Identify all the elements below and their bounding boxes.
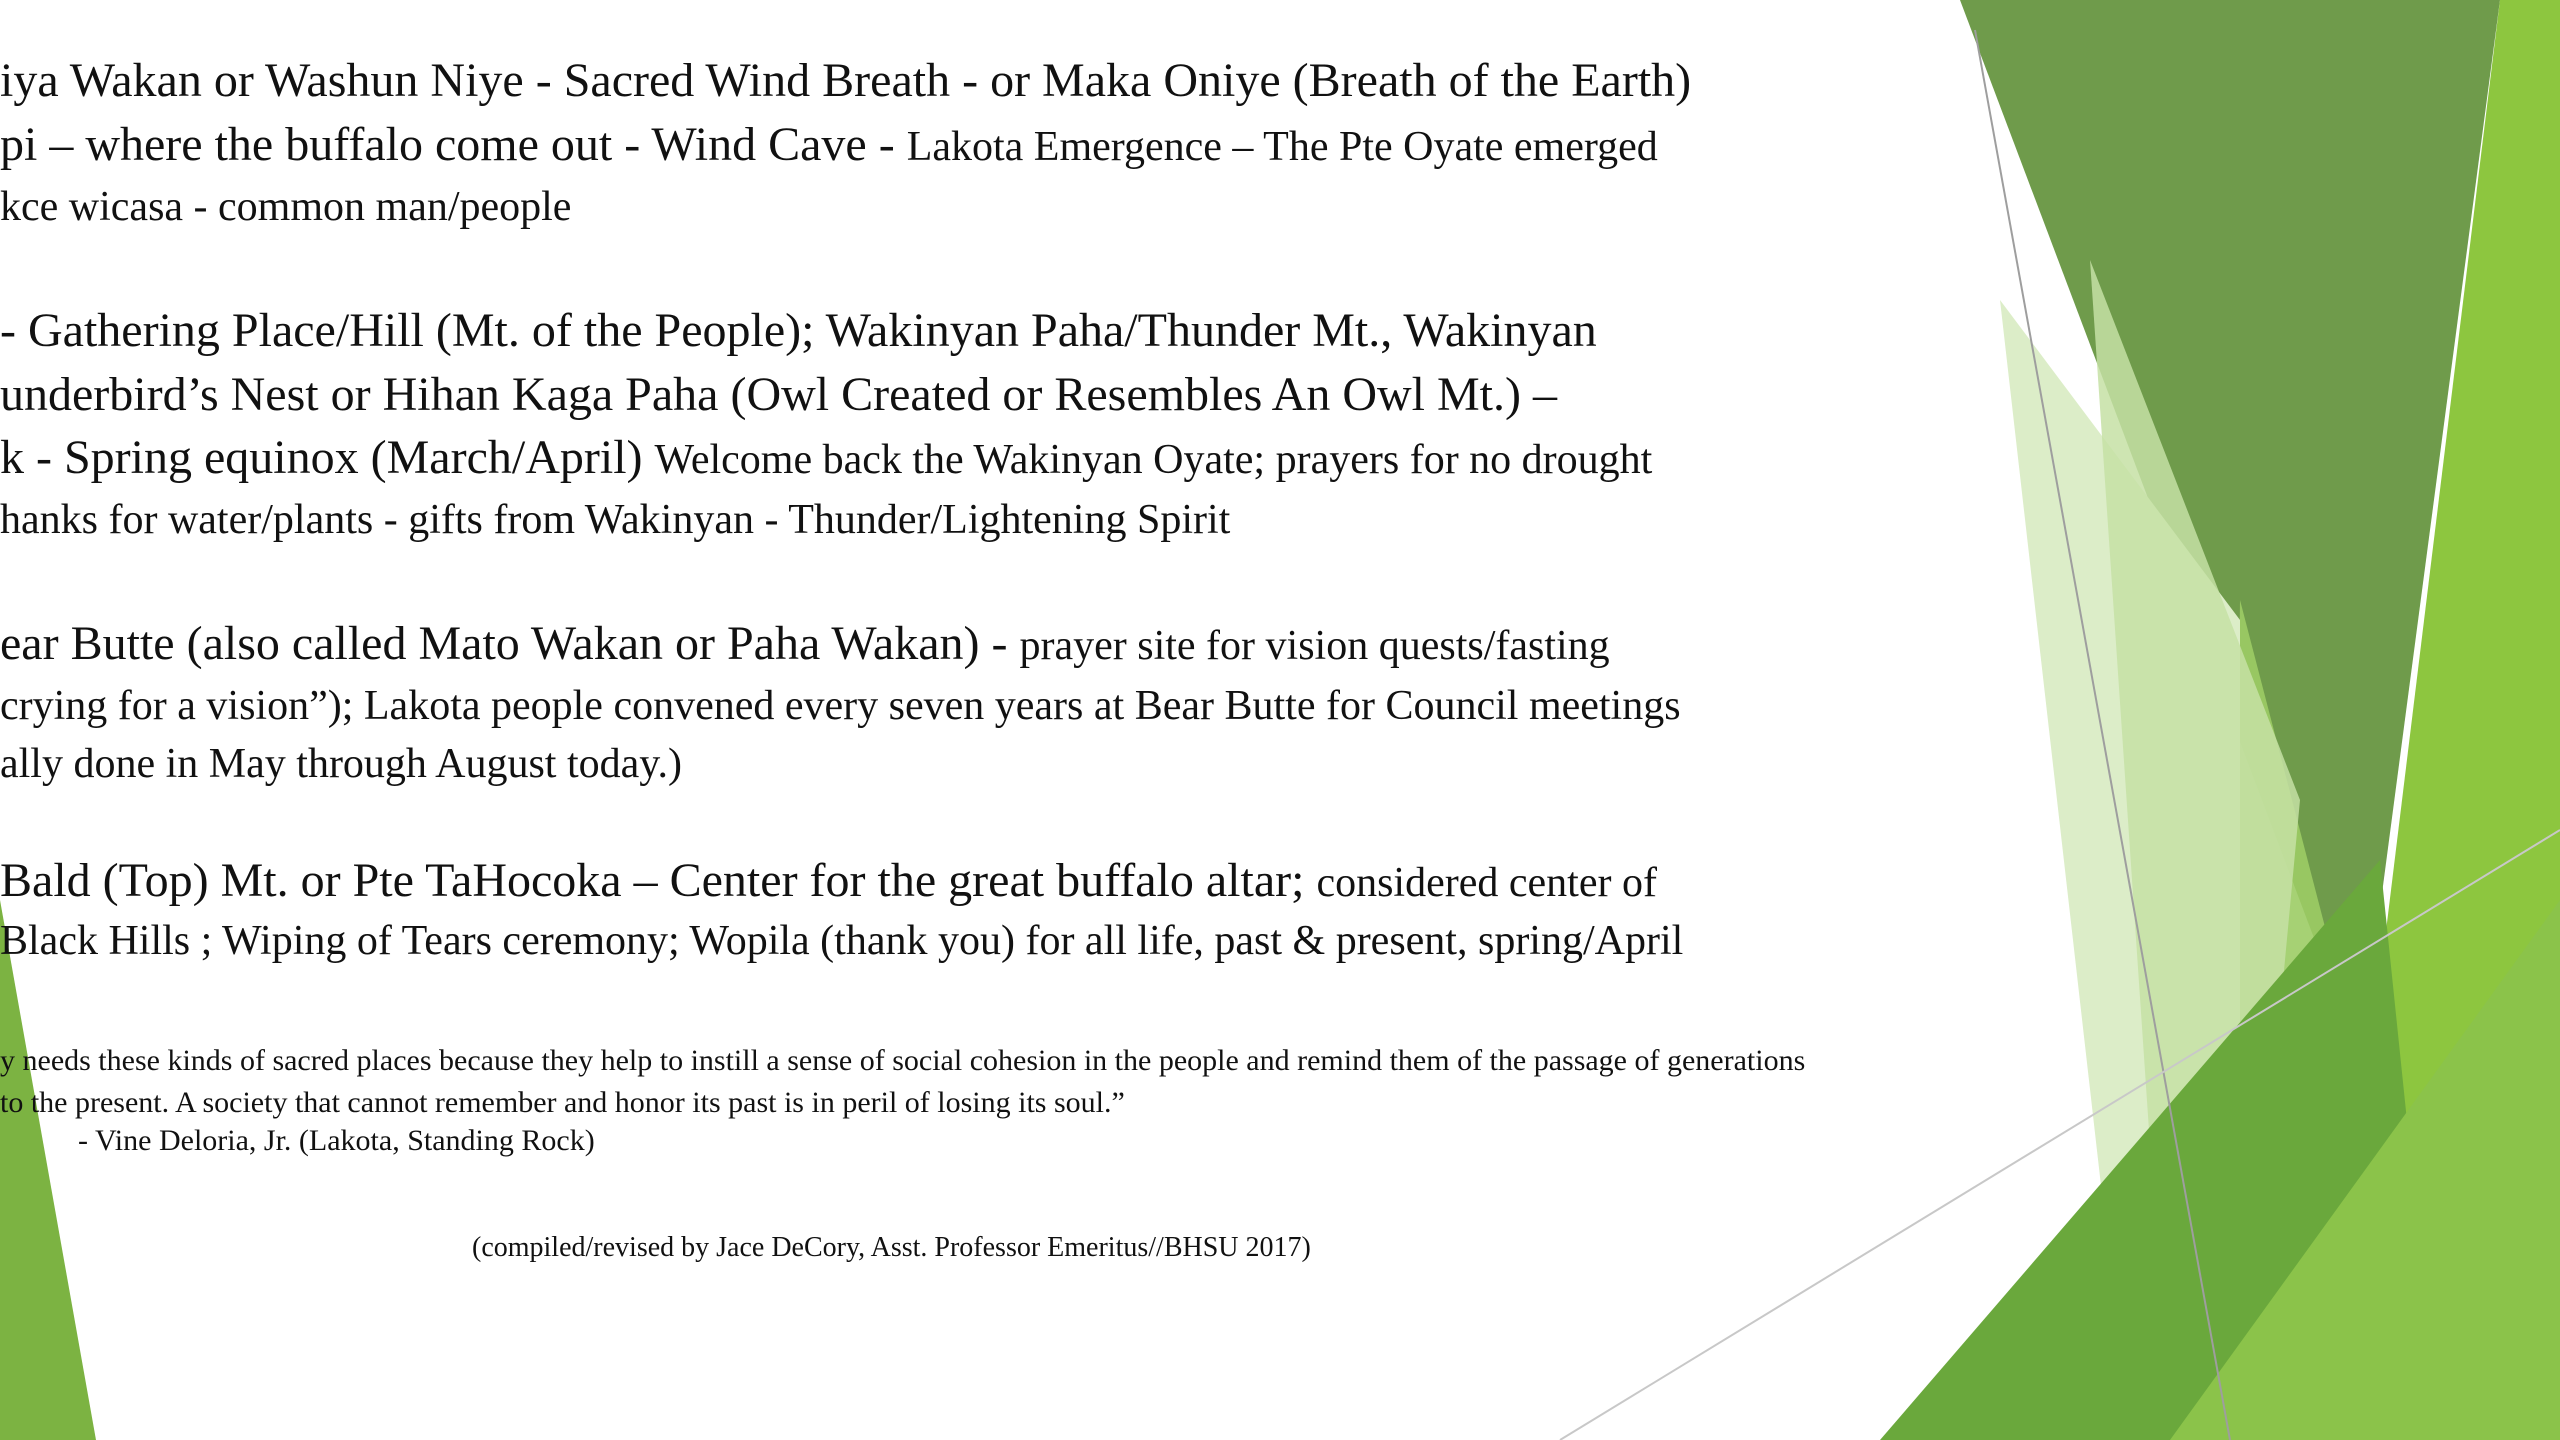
line-1-text: iya Wakan or Washun Niye - Sacred Wind Breath - or Maka Oniye (Breath of the Earth) [0,54,1692,107]
line-2-text-large: pi – where the buffalo come out - Wind Cave - [0,118,907,171]
text-line-9 [0,685,1681,727]
quote-line-2-text: to the present. A society that cannot remember and honor its past is in peril of losing its soul.” [0,1086,1125,1119]
line-7-text: hanks for water/plants - gifts from Wakinyan - Thunder/Lightening Spirit [0,497,1231,543]
line-11-text-small: considered center of [1316,860,1657,906]
line-10-text: ally done in May through August today.) [0,741,683,787]
quote-attribution-text: - Vine Deloria, Jr. (Lakota, Standing Rock) [78,1124,595,1157]
line-6-text-large: k - Spring equinox (March/April) [0,431,655,484]
text-line-10 [0,743,682,785]
text-line-12 [0,920,1683,962]
text-line-11 [0,854,1657,907]
text-line-6 [0,431,1653,484]
line-8-text-small: prayer site for vision quests/fasting [1019,623,1610,669]
text-line-3 [0,186,571,228]
text-line-1 [0,54,1692,107]
quote-line-1-text: y needs these kinds of sacred places because they help to instill a sense of social cohesion in the people and remind them of the passage of generations [0,1044,1806,1077]
credit-line [472,1234,1311,1262]
quote-line-1 [0,1046,1805,1076]
text-line-4 [0,304,1597,357]
line-9-text: crying for a vision”); Lakota people convened every seven years at Bear Butte for Council meetings [0,683,1681,729]
line-12-text: Black Hills ; Wiping of Tears ceremony; Wopila (thank you) for all life, past & present, spring/April [0,918,1684,964]
line-11-text-large: Bald (Top) Mt. or Pte TaHocoka – Center for the great buffalo altar; [0,854,1317,907]
line-2-text-small: Lakota Emergence – The Pte Oyate emerged [906,124,1658,170]
text-line-5 [0,368,1557,421]
text-line-8 [0,617,1610,670]
line-4-text: - Gathering Place/Hill (Mt. of the People); Wakinyan Paha/Thunder Mt., Wakinyan [0,304,1597,357]
credit-text: (compiled/revised by Jace DeCory, Asst. Professor Emeritus//BHSU 2017) [472,1232,1311,1263]
text-line-2 [0,118,1658,171]
line-5-text: underbird’s Nest or Hihan Kaga Paha (Owl Created or Resembles An Owl Mt.) – [0,368,1557,421]
line-3-text: kce wicasa - common man/people [0,184,572,230]
text-line-7 [0,499,1230,541]
line-6-text-small: Welcome back the Wakinyan Oyate; prayers for no drought [654,437,1653,483]
quote-line-2 [0,1088,1125,1118]
line-8-text-large: ear Butte (also called Mato Wakan or Paha Wakan) - [0,617,1020,670]
left-green-shape [0,900,96,1440]
quote-attribution [78,1126,595,1156]
